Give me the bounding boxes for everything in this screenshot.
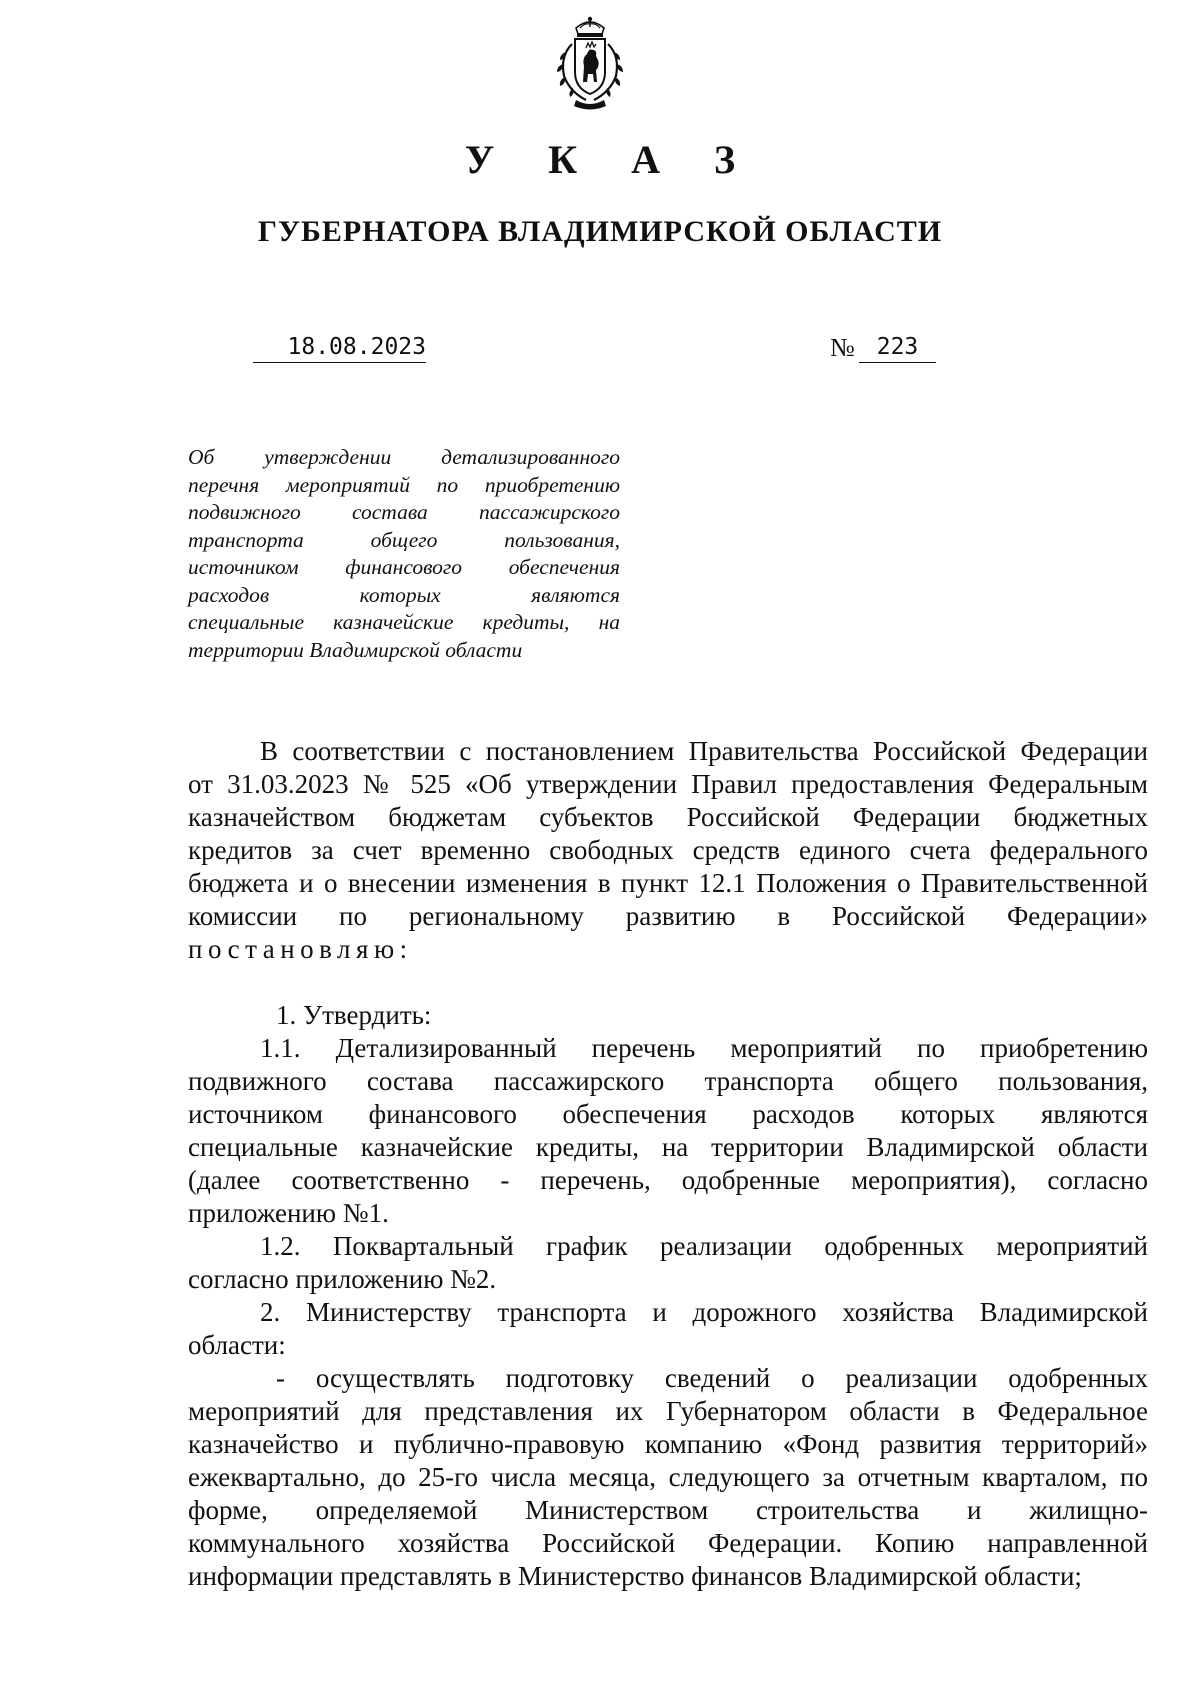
heading-line: транспорта общего пользования, (188, 527, 620, 552)
body-line: (далее соответственно - перечень, одобренные мероприятия), согласно (188, 1165, 1148, 1195)
body-line: В соответствии с постановлением Правительства Российской Федерации (260, 736, 1148, 766)
heading-line: источником финансового обеспечения (188, 555, 620, 579)
body-line: коммунального хозяйства Российской Федерации. Копию направленной (188, 1528, 1148, 1558)
heading-line: расходов которых являются (188, 582, 620, 607)
body-line: ежеквартально, до 25-го числа месяца, следующего за отчетным кварталом, по (188, 1462, 1148, 1492)
body-line: комиссии по региональному развитию в Российской Федерации» (188, 901, 1148, 931)
body-line: подвижного состава пассажирского транспорта общего пользования, (188, 1066, 1148, 1096)
body-line: приложению №1. (188, 1198, 389, 1228)
body-line: области: (188, 1330, 286, 1360)
body-line: форме, определяемой Министерством строительства и жилищно- (188, 1495, 1148, 1525)
body-line: - осуществлять подготовку сведений о реализации одобренных (276, 1363, 1148, 1393)
heading-line: специальные казначейские кредиты, на (188, 610, 620, 634)
body-line: казначейством бюджетам субъектов Российской Федерации бюджетных (188, 802, 1148, 832)
body-line: от 31.03.2023 № 525 «Об утверждении Правил предоставления Федеральным (188, 769, 1148, 799)
body-line: согласно приложению №2. (188, 1264, 497, 1294)
body-line: 1. Утвердить: (276, 1000, 432, 1030)
body-line: постановляю: (188, 934, 413, 964)
body-line: мероприятий для представления их Губернатором области в Федеральное (188, 1396, 1148, 1426)
body-line: кредитов за счет временно свободных средств единого счета федерального (188, 835, 1148, 865)
document-number: 223 (859, 332, 936, 363)
paragraph-gap (188, 966, 1148, 999)
body-line: источником финансового обеспечения расходов которых являются (188, 1099, 1148, 1129)
heading-line: перечня мероприятий по приобретению (188, 472, 620, 497)
number-label: № (830, 333, 855, 362)
body-line: 1.1. Детализированный перечень мероприятий по приобретению (260, 1033, 1148, 1063)
body-line: информации представлять в Министерство финансов Владимирской области; (188, 1561, 1082, 1591)
body-line: 1.2. Поквартальный график реализации одобренных мероприятий (260, 1231, 1148, 1261)
body-line: бюджета и о внесении изменения в пункт 12.1 Положения о Правительственной (188, 868, 1148, 898)
heading-line: подвижного состава пассажирского (188, 500, 620, 524)
document-subtitle: ГУБЕРНАТОРА ВЛАДИМИРСКОЙ ОБЛАСТИ (257, 215, 943, 248)
document-title: У К А З (464, 137, 758, 182)
coat-of-arms-emblem-icon (540, 14, 640, 114)
body-line: казначейство и публично-правовую компанию «Фонд развития территорий» (188, 1429, 1148, 1459)
heading-line: Об утверждении детализированного (188, 445, 620, 469)
body-line: специальные казначейские кредиты, на территории Владимирской области (188, 1132, 1148, 1162)
document-date: 18.08.2023 (253, 332, 426, 363)
body-line: 2. Министерству транспорта и дорожного хозяйства Владимирской (260, 1297, 1148, 1327)
decree-heading (188, 444, 620, 664)
decree-body (188, 735, 1148, 1593)
heading-line: территории Владимирской области (188, 637, 523, 662)
